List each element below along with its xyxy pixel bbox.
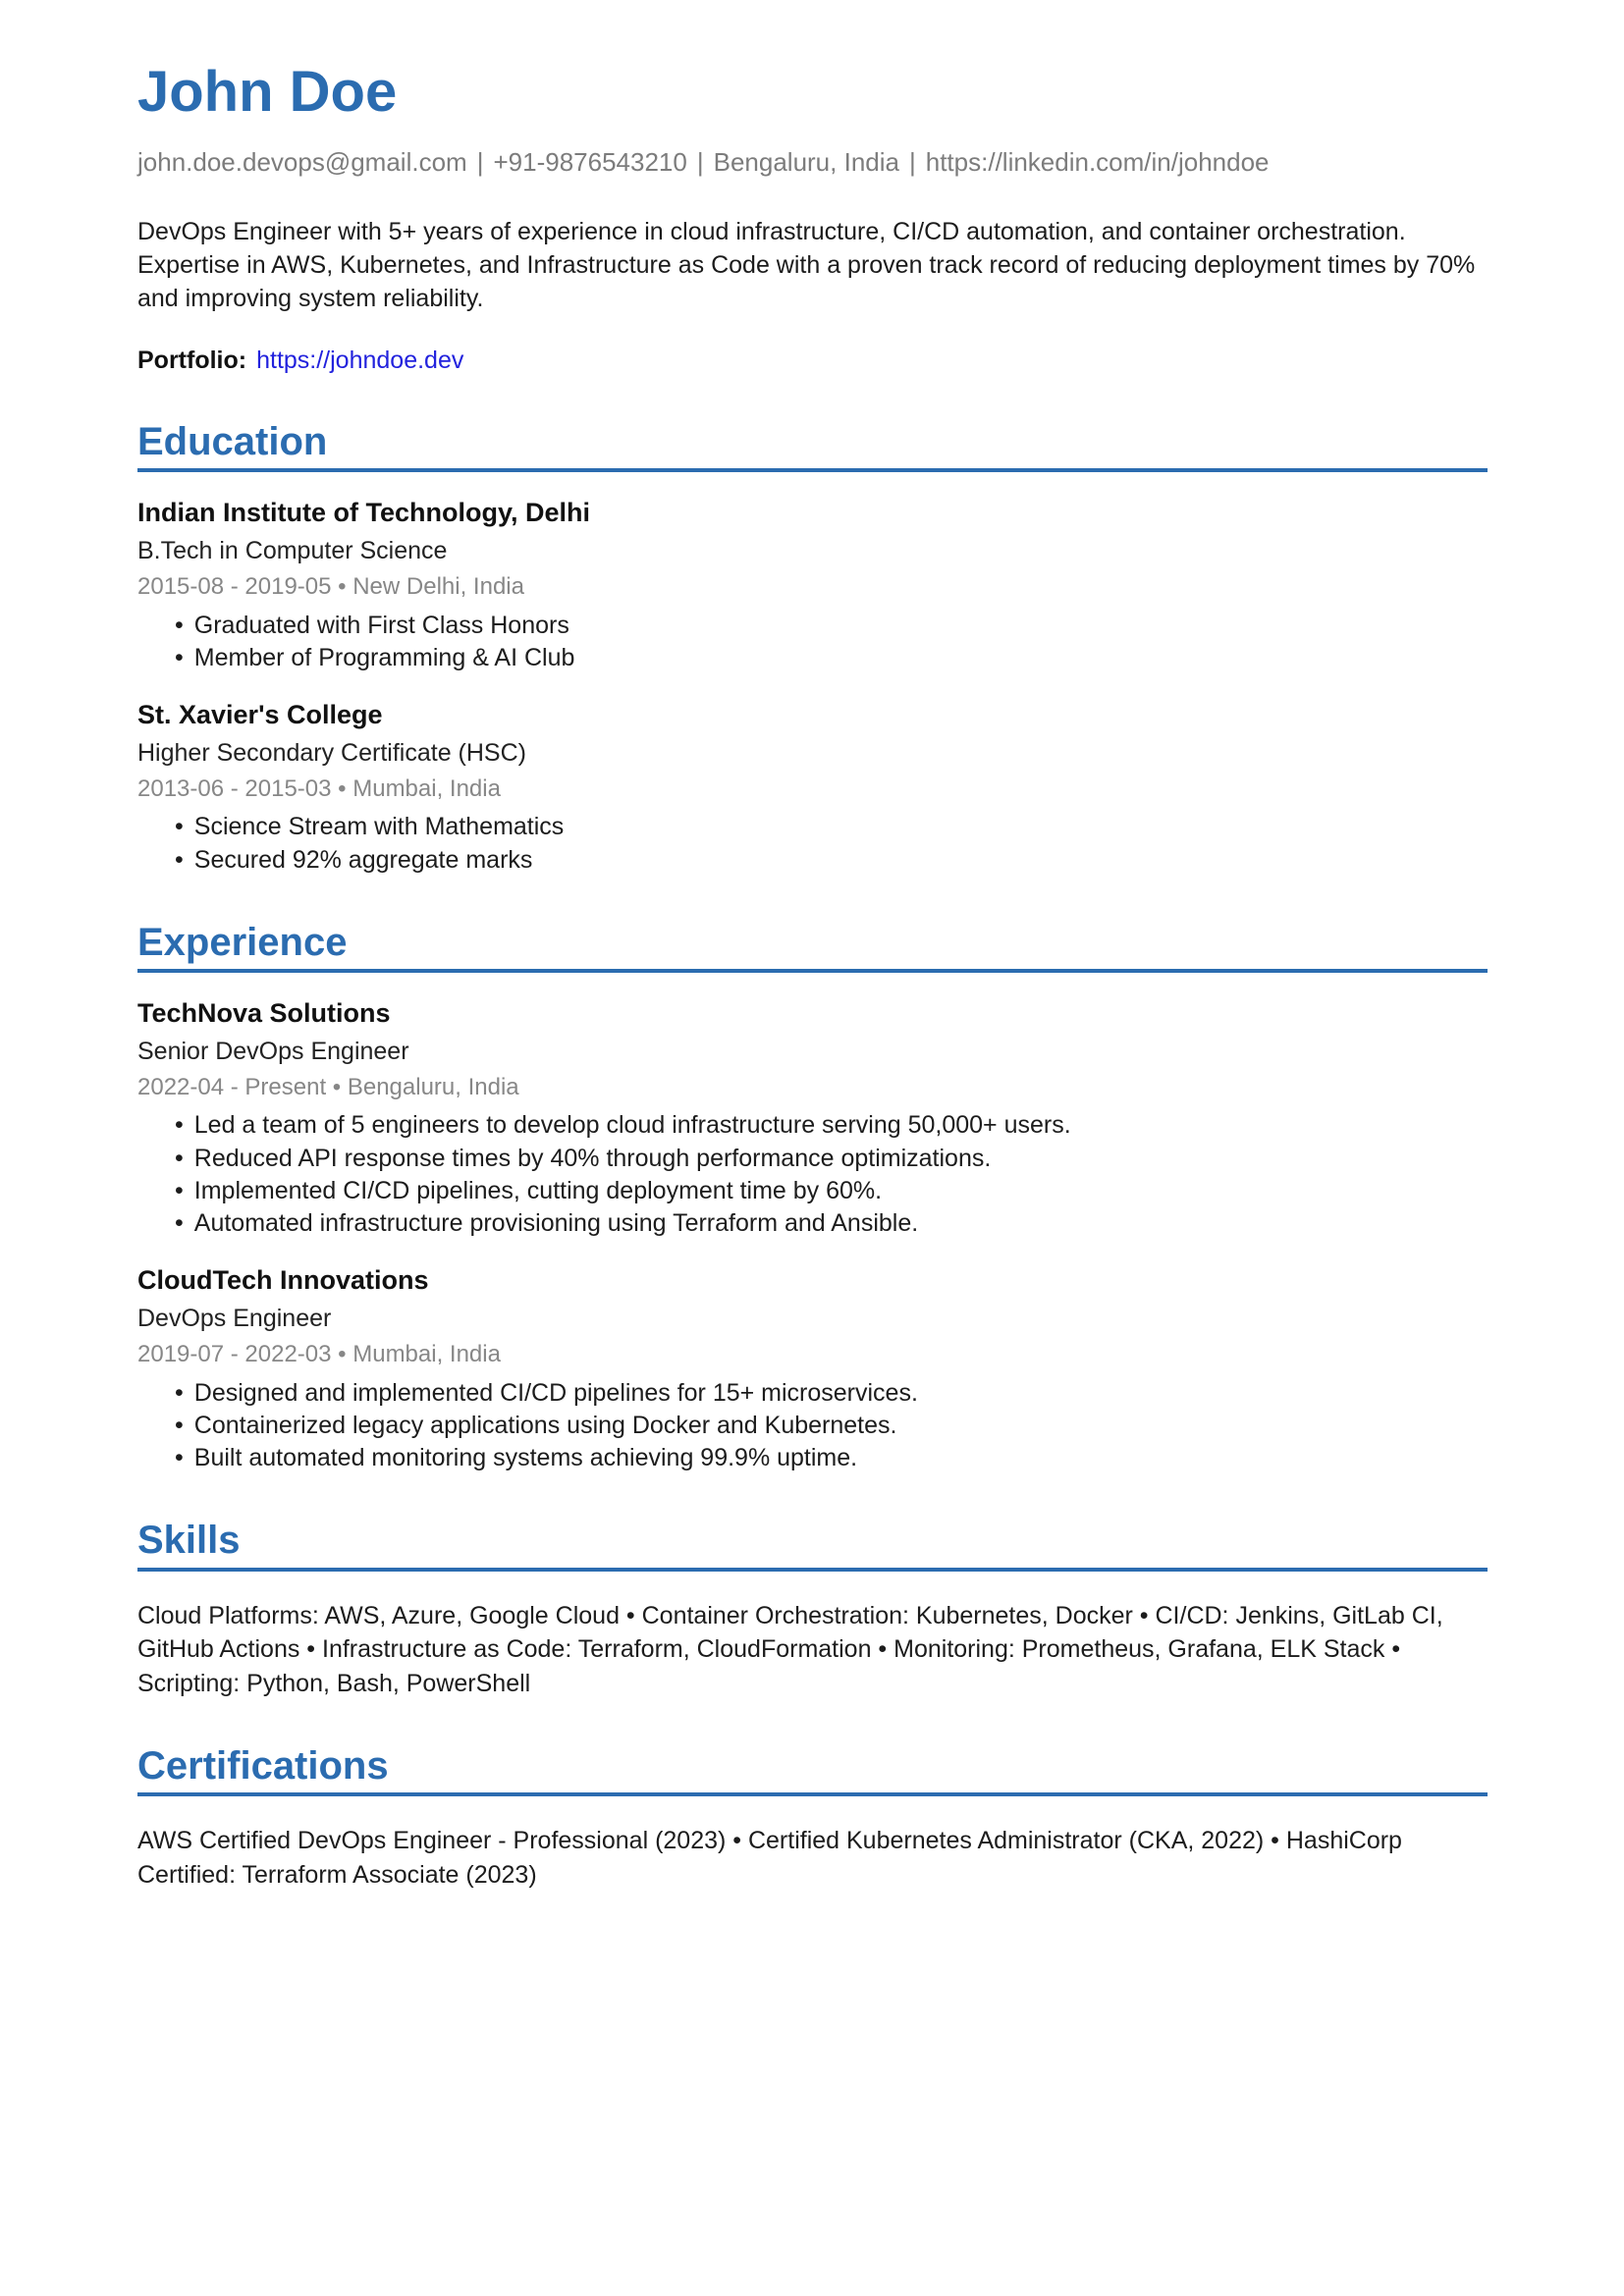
bullet-item: • Automated infrastructure provisioning using Terraform and Ansible. — [175, 1207, 1488, 1240]
contact-phone: +91-9876543210 — [493, 146, 687, 177]
section-skills — [137, 1520, 1488, 1700]
skills-heading: Skills — [137, 1520, 1488, 1571]
contact-separator: | — [908, 146, 916, 177]
job-title: Senior DevOps Engineer — [137, 1037, 409, 1065]
contact-linkedin: https://linkedin.com/in/johndoe — [925, 146, 1270, 177]
bullet-list — [137, 610, 1488, 675]
education-entry — [137, 496, 1488, 674]
school-name: Indian Institute of Technology, Delhi — [137, 498, 590, 528]
bullet-item: • Secured 92% aggregate marks — [175, 844, 1488, 877]
education-heading: Education — [137, 421, 1488, 472]
bullet-item: • Science Stream with Mathematics — [175, 811, 1488, 843]
page-title: John Doe — [137, 60, 398, 124]
company-name: TechNova Solutions — [137, 998, 391, 1029]
contact-line — [137, 146, 1488, 180]
summary-text: DevOps Engineer with 5+ years of experience in cloud infrastructure, CI/CD automation, and container orchestration. Expertise in AWS, Kubernetes, and Infrastructure as Code with a proven track record of reducing deployment times by 70% and improving system reliability. — [137, 217, 1476, 312]
dates-location: 2013-06 - 2015-03 • Mumbai, India — [137, 774, 501, 802]
bullet-item: • Containerized legacy applications using Docker and Kubernetes. — [175, 1410, 1488, 1442]
bullet-item: • Reduced API response times by 40% through performance optimizations. — [175, 1143, 1488, 1175]
experience-heading: Experience — [137, 922, 1488, 973]
degree: B.Tech in Computer Science — [137, 536, 448, 564]
bullet-item: • Implemented CI/CD pipelines, cutting deployment time by 60%. — [175, 1175, 1488, 1207]
company-name: CloudTech Innovations — [137, 1265, 429, 1296]
bullet-list — [137, 1377, 1488, 1475]
section-education — [137, 421, 1488, 877]
education-entry — [137, 698, 1488, 877]
bullet-list — [137, 811, 1488, 877]
experience-entry — [137, 1263, 1488, 1474]
certifications-text: AWS Certified DevOps Engineer - Professional (2023) • Certified Kubernetes Administrator (CKA, 2022) • HashiCorp Certified: Terraform Associate (2023) — [137, 1827, 1402, 1889]
skills-text: Cloud Platforms: AWS, Azure, Google Cloud • Container Orchestration: Kubernetes, Docker • CI/CD: Jenkins, GitLab CI, GitHub Actions • Infrastructure as Code: Terraform, CloudFormation • Monitoring: Prometheus, Grafana, ELK Stack • Scripting: Python, Bash, PowerShell — [137, 1601, 1443, 1697]
portfolio-label: Portfolio: — [137, 346, 247, 374]
dates-location: 2019-07 - 2022-03 • Mumbai, India — [137, 1340, 501, 1367]
job-title: DevOps Engineer — [137, 1304, 332, 1332]
portfolio-line — [137, 345, 1488, 377]
bullet-item: • Built automated monitoring systems achieving 99.9% uptime. — [175, 1442, 1488, 1474]
contact-separator: | — [696, 146, 704, 177]
school-name: St. Xavier's College — [137, 700, 383, 730]
bullet-item: • Designed and implemented CI/CD pipelines for 15+ microservices. — [175, 1377, 1488, 1410]
bullet-item: • Graduated with First Class Honors — [175, 610, 1488, 642]
section-certifications — [137, 1745, 1488, 1892]
portfolio-link[interactable]: https://johndoe.dev — [256, 346, 464, 374]
contact-email: john.doe.devops@gmail.com — [137, 146, 467, 177]
certifications-heading: Certifications — [137, 1745, 1488, 1796]
section-experience — [137, 922, 1488, 1474]
contact-separator: | — [476, 146, 484, 177]
bullet-list — [137, 1109, 1488, 1240]
dates-location: 2015-08 - 2019-05 • New Delhi, India — [137, 572, 524, 600]
bullet-item: • Led a team of 5 engineers to develop cloud infrastructure serving 50,000+ users. — [175, 1109, 1488, 1142]
bullet-item: • Member of Programming & AI Club — [175, 642, 1488, 674]
degree: Higher Secondary Certificate (HSC) — [137, 738, 526, 767]
contact-location: Bengaluru, India — [713, 146, 899, 177]
experience-entry — [137, 996, 1488, 1240]
dates-location: 2022-04 - Present • Bengaluru, India — [137, 1073, 519, 1100]
